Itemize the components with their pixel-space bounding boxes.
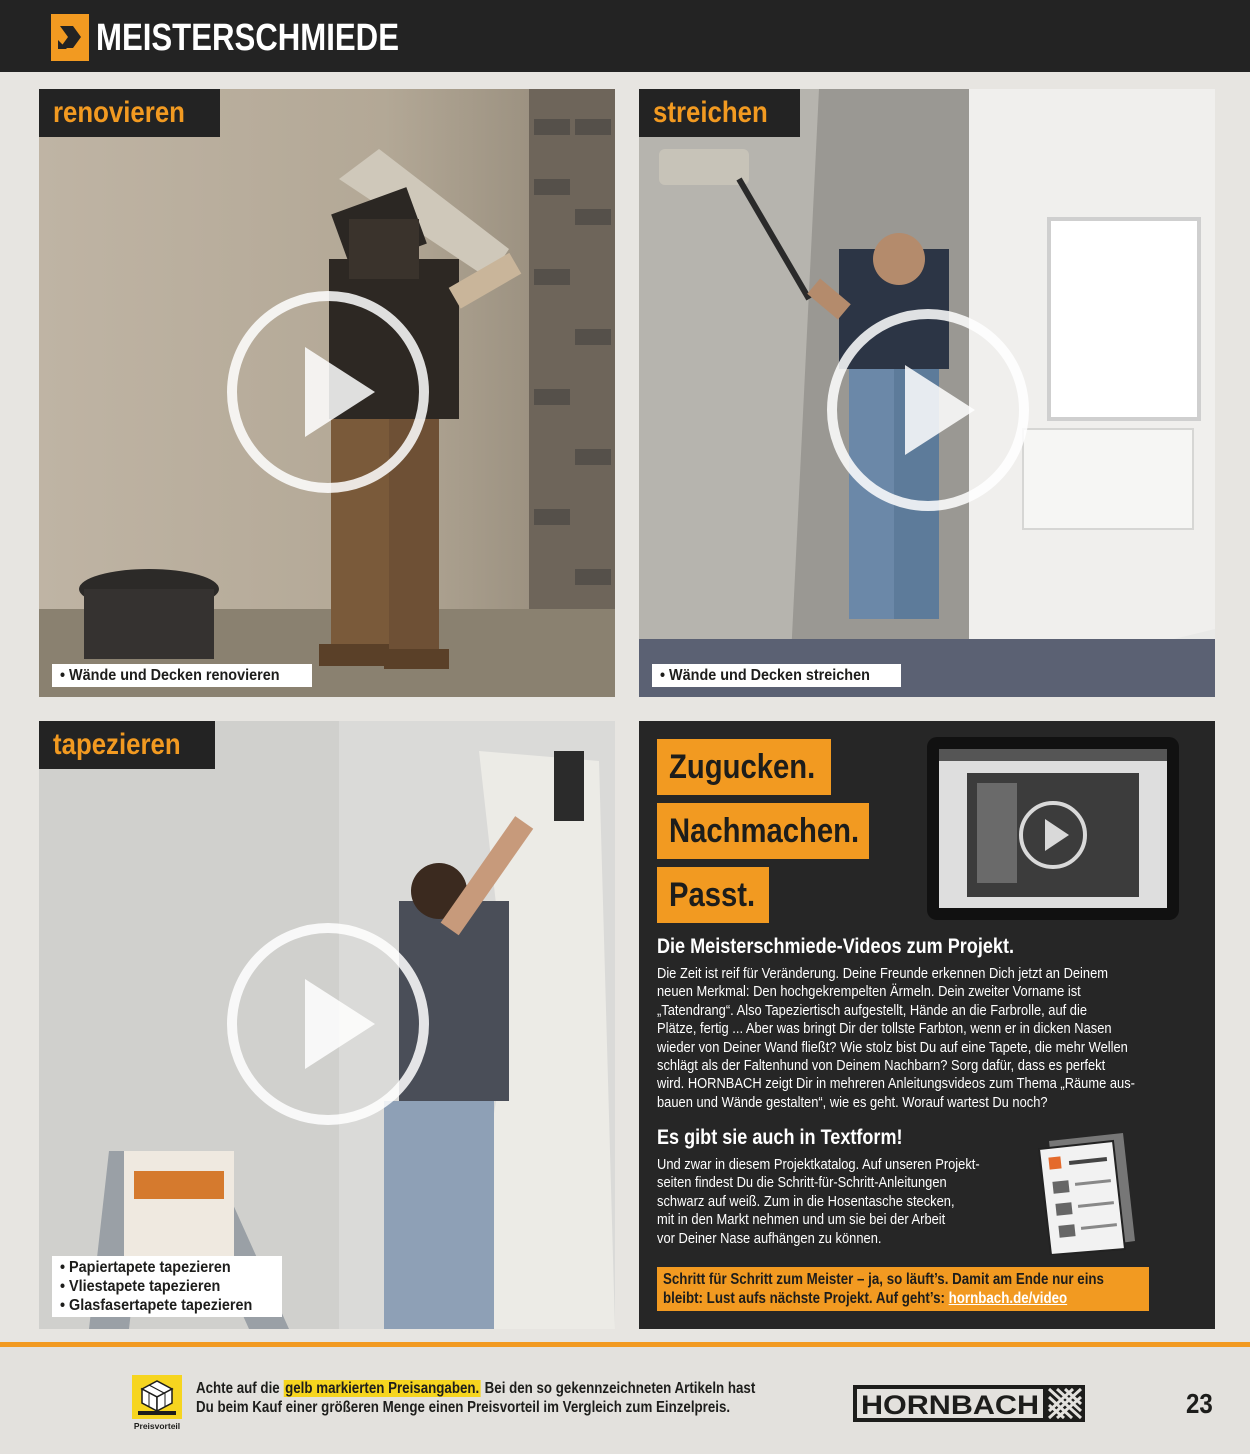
category-tag-streichen: streichen bbox=[639, 89, 800, 137]
bar-line: bleibt: Lust aufs nächste Projekt. Auf geht’s: hornbach.de/video bbox=[663, 1290, 1068, 1307]
category-tag-tapezieren: tapezieren bbox=[39, 721, 215, 769]
caption-item: • Vliestapete tapezieren bbox=[60, 1278, 221, 1295]
hornbach-video-link[interactable]: hornbach.de/video bbox=[948, 1290, 1068, 1307]
video-website-screenshot bbox=[927, 737, 1179, 920]
category-tag-renovieren: renovieren bbox=[39, 89, 220, 137]
slogan-nachmachen: Nachmachen. bbox=[657, 803, 869, 859]
promo-body-videos: Die Zeit ist reif für Veränderung. Deine Freunde erkennen Dich jetzt an Deinem neuen Merkmal: Den hochgekrempelten Ärmeln. Dein zweiter Vorname ist „Tatendrang“. Also Tapeziertisch aufgestellt, Hände an die Farbrolle, auf die Plätze, fertig ... Aber was bringt Dir der tollste Farbton, wenn er in dicken Nasen wieder von Deiner Wand fließt? Wie stolz bist Du auf eine Tapete, die mehr Wellen schlägt als der Faltenhund von Deinem Nachbarn? Sorg dafür, dass es perfekt wird. HORNBACH zeigt Dir in mehreren Anleitungsvideos zum Thema „Räume aus- bauen und Wände gestalten“, wie es geht. Worauf wartest Du noch? bbox=[657, 965, 1135, 1111]
caption-item: • Papiertapete tapezieren bbox=[60, 1259, 231, 1276]
video-panel-tapezieren[interactable] bbox=[39, 721, 615, 1329]
svg-text:HORNBACH: HORNBACH bbox=[861, 1390, 1039, 1420]
svg-text:Preisvorteil: Preisvorteil bbox=[133, 1421, 181, 1431]
play-icon bbox=[225, 289, 431, 495]
play-icon bbox=[825, 307, 1031, 513]
page-title: MEISTERSCHMIEDE bbox=[96, 17, 399, 59]
slogan-zugucken: Zugucken. bbox=[657, 739, 831, 795]
page-number: 23 bbox=[1186, 1388, 1213, 1419]
meisterschmiede-video-promo bbox=[639, 721, 1215, 1329]
page-header bbox=[0, 0, 1250, 72]
caption-streichen bbox=[652, 664, 901, 687]
play-button-renovieren[interactable] bbox=[225, 289, 431, 495]
hornbach-logo bbox=[853, 1385, 1085, 1422]
caption-item: • Wände und Decken streichen bbox=[660, 667, 870, 684]
meisterschmiede-chevron-icon bbox=[51, 14, 89, 61]
bar-line: Schritt für Schritt zum Meister – ja, so läuft’s. Damit am Ende nur eins bbox=[663, 1271, 1104, 1288]
promo-heading-textform: Es gibt sie auch in Textform! bbox=[657, 1126, 903, 1149]
preisvorteil-note: Achte auf die gelb markierten Preisangaben. Bei den so gekennzeichneten Artikeln hast Du beim Kauf einer größeren Menge einen Preisvorteil im Vergleich zum Einzelpreis. bbox=[196, 1380, 756, 1416]
caption-item: • Wände und Decken renovieren bbox=[60, 667, 280, 684]
preisvorteil-pallet-icon bbox=[132, 1375, 182, 1431]
promo-body-textform: Und zwar in diesem Projektkatalog. Auf unseren Projekt- seiten findest Du die Schritt-für-Schritt-Anleitungen schwarz auf weiß. Zum in die Hosentasche stecken, mit in den Markt nehmen und um sie bei der Arbeit vor Deiner Nase aufhängen zu können. bbox=[657, 1156, 980, 1247]
highlighted-price-note: gelb markierten Preisangaben. bbox=[285, 1380, 480, 1397]
play-button-streichen[interactable] bbox=[825, 307, 1031, 513]
slogan-passt: Passt. bbox=[657, 867, 769, 923]
caption-renovieren bbox=[52, 664, 312, 687]
promo-heading-videos: Die Meisterschmiede-Videos zum Projekt. bbox=[657, 935, 1014, 958]
video-link-bar bbox=[657, 1267, 1149, 1311]
caption-item: • Glasfasertapete tapezieren bbox=[60, 1297, 253, 1314]
page-footer bbox=[0, 1347, 1250, 1454]
project-catalog-booklet-icon bbox=[1031, 1133, 1143, 1255]
play-button-tapezieren[interactable] bbox=[225, 921, 431, 1127]
play-icon bbox=[225, 921, 431, 1127]
video-panel-renovieren[interactable] bbox=[39, 89, 615, 697]
caption-tapezieren bbox=[52, 1256, 282, 1317]
video-panel-streichen[interactable] bbox=[639, 89, 1215, 697]
